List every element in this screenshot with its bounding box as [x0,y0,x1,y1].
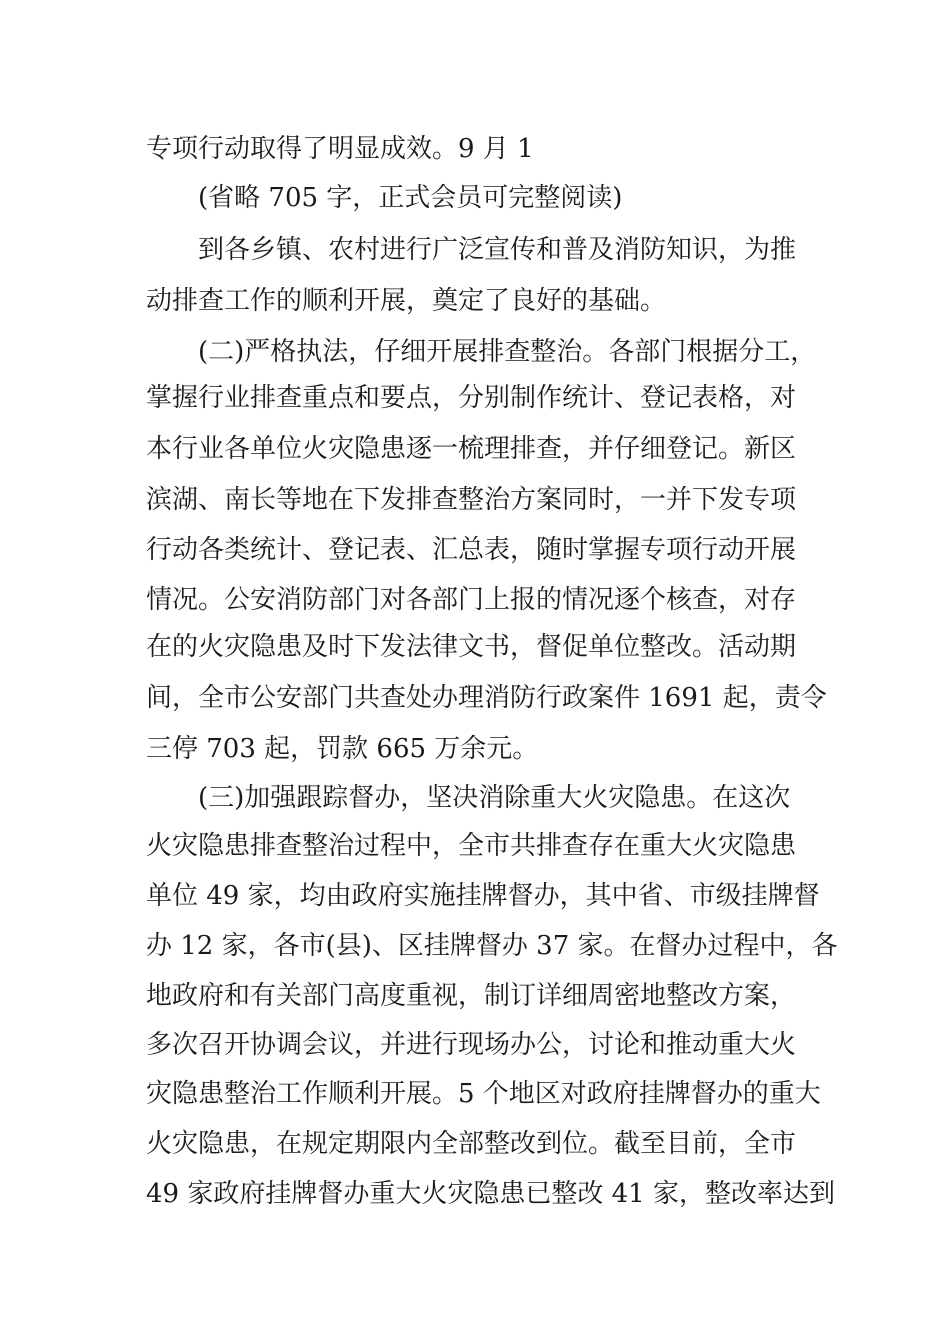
text-line: 滨湖、南长等地在下发排查整治方案同时，一并下发专项 [146,485,797,515]
text-line: 火灾隐患，在规定期限内全部整改到位。截至目前，全市 [146,1129,797,1159]
text-line: 专项行动取得了明显成效。9 月 1 [146,134,534,164]
text-line: 在的火灾隐患及时下发法律文书，督促单位整改。活动期 [146,632,797,662]
text-line: 掌握行业排查重点和要点，分别制作统计、登记表格，对 [146,383,797,413]
text-line: 本行业各单位火灾隐患逐一梳理排查，并仔细登记。新区 [146,434,797,464]
text-line: 灾隐患整治工作顺利开展。5 个地区对政府挂牌督办的重大 [146,1079,821,1109]
text-line: 火灾隐患排查整治过程中，全市共排查存在重大火灾隐患 [146,831,797,861]
section-heading-line: (三)加强跟踪督办，坚决消除重大火灾隐患。在这次 [198,783,791,813]
text-line: 三停 703 起，罚款 665 万余元。 [146,734,539,764]
text-line: 行动各类统计、登记表、汇总表，随时掌握专项行动开展 [146,535,797,565]
text-line: 单位 49 家，均由政府实施挂牌督办，其中省、市级挂牌督 [146,881,820,911]
text-line: 到各乡镇、农村进行广泛宣传和普及消防知识，为推 [198,235,797,265]
text-line: 办 12 家，各市(县)、区挂牌督办 37 家。在督办过程中，各 [146,931,838,961]
text-line: 间，全市公安部门共查处办理消防行政案件 1691 起，责令 [146,683,827,713]
text-line: 情况。公安消防部门对各部门上报的情况逐个核查，对存 [146,585,797,615]
section-heading-line: (二)严格执法，仔细开展排查整治。各部门根据分工， [198,337,817,367]
truncation-notice: (省略 705 字，正式会员可完整阅读) [198,183,623,213]
text-line: 动排查工作的顺利开展，奠定了良好的基础。 [146,286,667,316]
text-line: 多次召开协调会议，并进行现场办公，讨论和推动重大火 [146,1030,797,1060]
text-line: 地政府和有关部门高度重视，制订详细周密地整改方案， [146,981,797,1011]
text-line: 49 家政府挂牌督办重大火灾隐患已整改 41 家，整改率达到 [146,1179,835,1209]
